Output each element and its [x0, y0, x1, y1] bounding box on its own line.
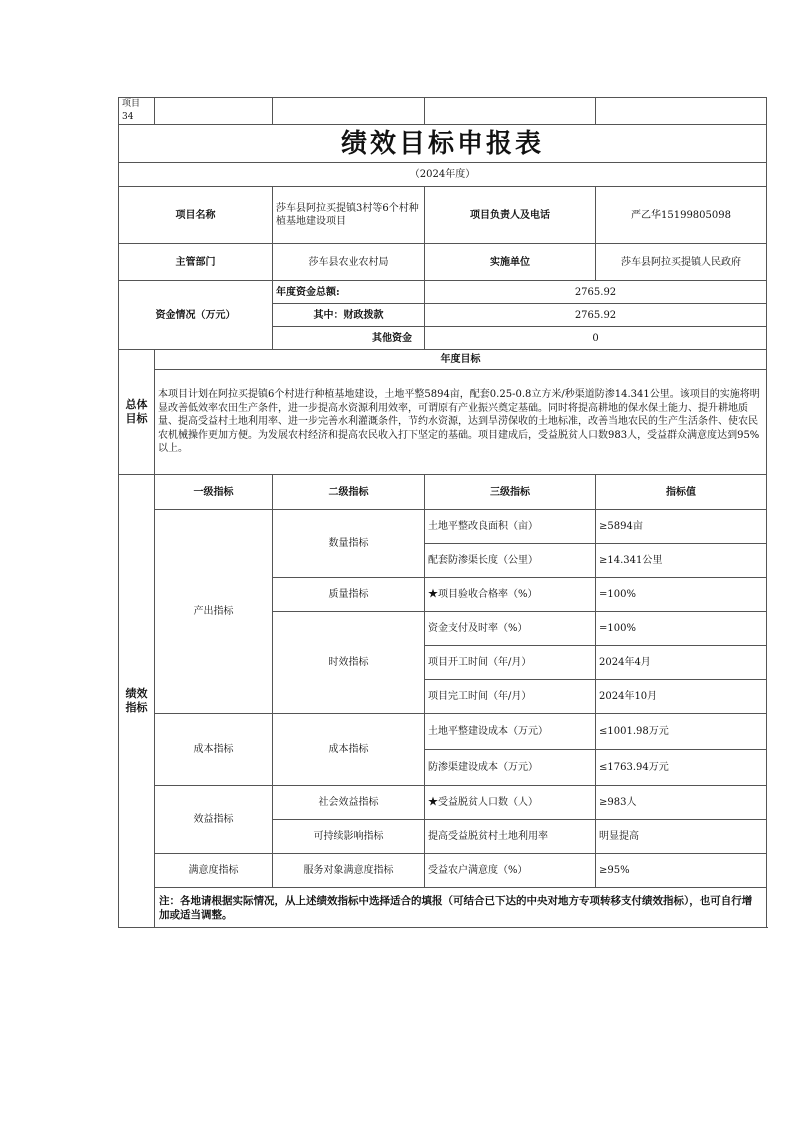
indicator-value: 2024年4月	[596, 646, 767, 680]
indicators-side-label-1: 绩效	[125, 687, 148, 700]
quantity-indicator: 数量指标	[273, 510, 425, 578]
dept-value: 莎车县农业农村局	[273, 244, 425, 281]
funds-total-label: 年度资金总额:	[273, 281, 425, 304]
project-contact-label: 项目负责人及电话	[425, 187, 596, 244]
indicator-name: 配套防渗渠长度（公里）	[425, 544, 596, 578]
impl-unit-value: 莎车县阿拉买提镇人民政府	[596, 244, 767, 281]
output-indicator: 产出指标	[155, 510, 273, 714]
header-level3: 三级指标	[425, 475, 596, 510]
funds-fiscal-label: 其中：财政拨款	[273, 304, 425, 327]
indicator-value: 2024年10月	[596, 680, 767, 714]
empty-cell	[155, 98, 273, 125]
indicator-name: ★项目验收合格率（%）	[425, 578, 596, 612]
header-level2: 二级指标	[273, 475, 425, 510]
indicator-value: ≥983人	[596, 786, 767, 820]
indicator-value: ≤1763.94万元	[596, 750, 767, 786]
indicators-side-label	[119, 475, 155, 928]
indicator-value: ≥5894亩	[596, 510, 767, 544]
project-name-label: 项目名称	[119, 187, 273, 244]
funds-label: 资金情况（万元）	[119, 281, 273, 350]
header-level1: 一级指标	[155, 475, 273, 510]
empty-cell	[273, 98, 425, 125]
indicator-value: =100%	[596, 578, 767, 612]
overall-goal-side-label	[119, 350, 155, 475]
indicator-value: ≥95%	[596, 854, 767, 888]
overall-goal-side-label-2: 目标	[125, 412, 148, 425]
indicator-name: 受益农户满意度（%）	[425, 854, 596, 888]
indicator-value: =100%	[596, 612, 767, 646]
indicator-value: ≤1001.98万元	[596, 714, 767, 750]
quality-indicator: 质量指标	[273, 578, 425, 612]
funds-other-value: 0	[425, 327, 767, 350]
indicator-value: ≥14.341公里	[596, 544, 767, 578]
timeliness-indicator: 时效指标	[273, 612, 425, 714]
cost-indicator-level1: 成本指标	[155, 714, 273, 786]
annual-goal-header: 年度目标	[155, 350, 767, 370]
indicator-value: 明显提高	[596, 820, 767, 854]
satisfaction-indicator-level2: 服务对象满意度指标	[273, 854, 425, 888]
page-title: 绩效目标申报表	[119, 125, 767, 163]
performance-target-form	[118, 97, 767, 928]
indicator-name: 资金支付及时率（%）	[425, 612, 596, 646]
indicator-name: ★受益脱贫人口数（人）	[425, 786, 596, 820]
empty-cell	[425, 98, 596, 125]
cost-indicator-level2: 成本指标	[273, 714, 425, 786]
sustainability-indicator: 可持续影响指标	[273, 820, 425, 854]
indicator-name: 土地平整建设成本（万元）	[425, 714, 596, 750]
indicator-name: 项目完工时间（年/月）	[425, 680, 596, 714]
social-benefit-indicator: 社会效益指标	[273, 786, 425, 820]
header-value: 指标值	[596, 475, 767, 510]
satisfaction-indicator-level1: 满意度指标	[155, 854, 273, 888]
indicator-name: 防渗渠建设成本（万元）	[425, 750, 596, 786]
project-contact-value: 严乙华15199805098	[596, 187, 767, 244]
empty-cell	[596, 98, 767, 125]
funds-total-value: 2765.92	[425, 281, 767, 304]
indicator-name: 提高受益脱贫村土地利用率	[425, 820, 596, 854]
benefit-indicator: 效益指标	[155, 786, 273, 854]
indicator-name: 土地平整改良面积（亩）	[425, 510, 596, 544]
impl-unit-label: 实施单位	[425, 244, 596, 281]
project-name-value: 莎车县阿拉买提镇3村等6个村种植基地建设项目	[273, 187, 425, 244]
indicator-name: 项目开工时间（年/月）	[425, 646, 596, 680]
form-year: （2024年度）	[119, 163, 767, 187]
overall-goal-side-label-1: 总体	[125, 398, 148, 411]
footnote: 注：各地请根据实际情况，从上述绩效指标中选择适合的填报（可结合已下达的中央对地方专项转移支付绩效指标），也可自行增加或适当调整。	[155, 888, 767, 928]
funds-fiscal-value: 2765.92	[425, 304, 767, 327]
item-tag: 项目34	[119, 98, 155, 125]
indicators-side-label-2: 指标	[125, 701, 148, 714]
dept-label: 主管部门	[119, 244, 273, 281]
annual-goal-text: 本项目计划在阿拉买提镇6个村进行种植基地建设，土地平整5894亩，配套0.25-0.8立方米/秒渠道防渗14.341公里。该项目的实施将明显改善低效率农田生产条件，进一步提高水资源利用效率，可谓原有产业振兴奠定基础。同时将提高耕地的保水保土能力、提升耕地质量、提高受益村土地利用率、进一步完善水利灌溉条件，节约水资源，达到旱涝保收的土地标准，改善当地农民的生产生活条件、使农民农机械操作更加方便。为发展农村经济和提高农民收入打下坚定的基础。项目建成后，受益脱贫人口数983人，受益群众满意度达到95%以上。	[155, 370, 767, 475]
funds-other-label: 其他资金	[273, 327, 425, 350]
